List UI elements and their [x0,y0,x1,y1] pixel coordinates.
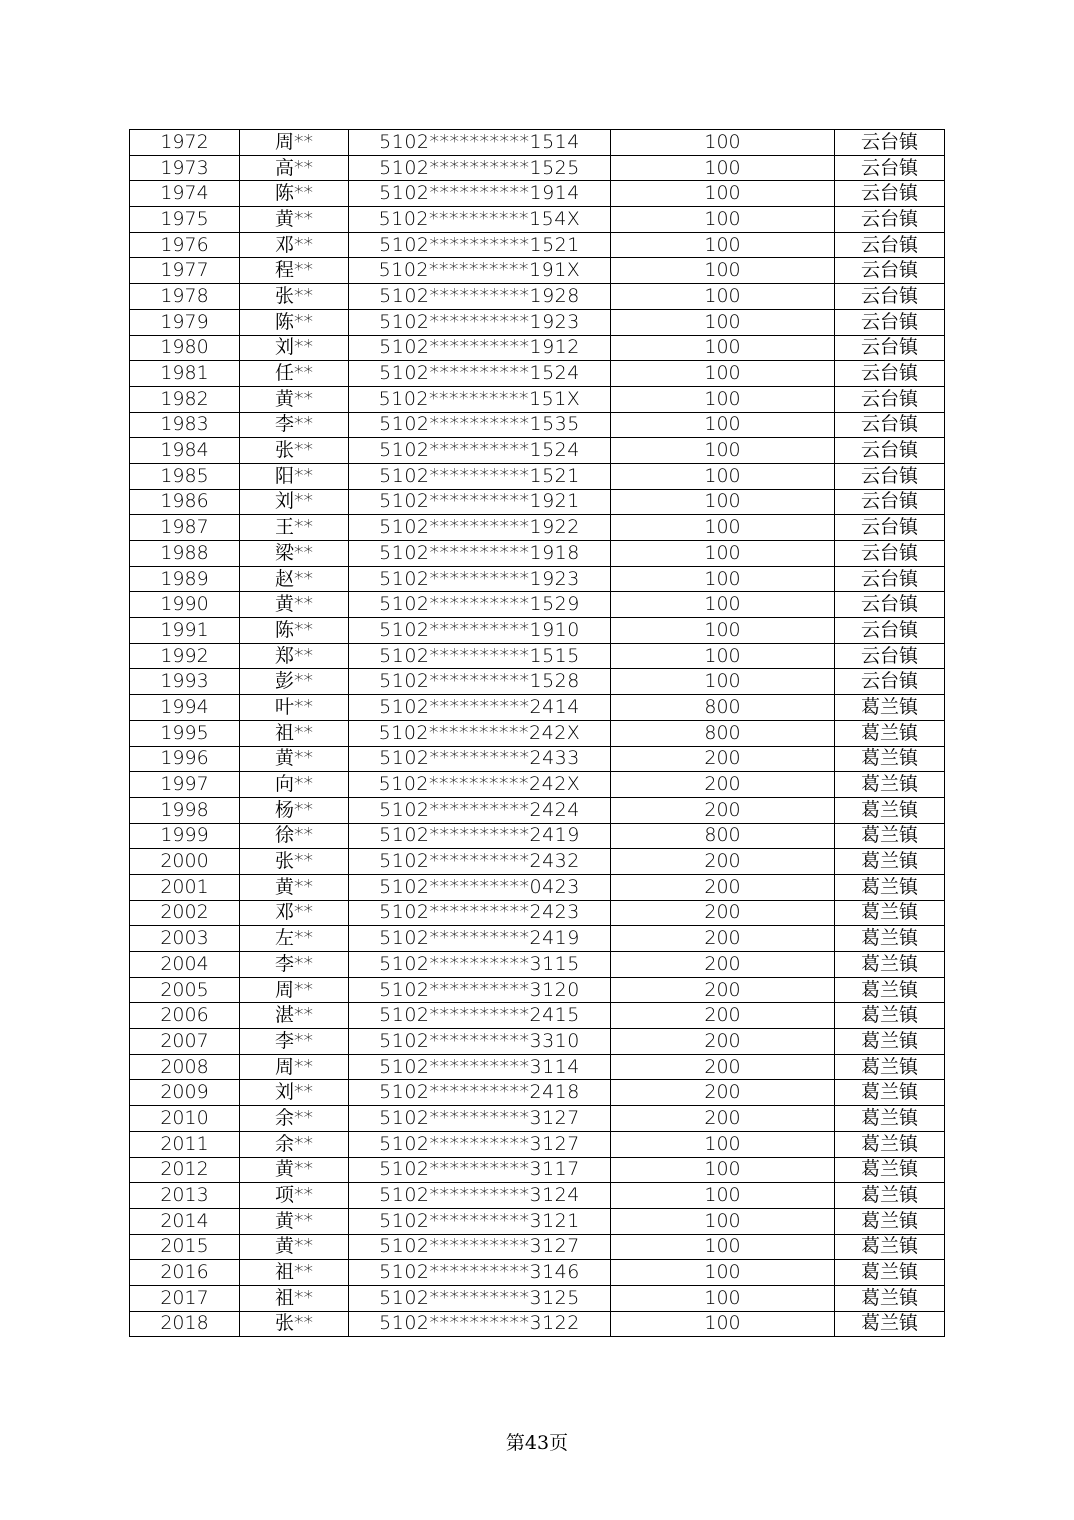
town-cell: 云台镇 [835,155,945,181]
amount-cell: 200 [611,1080,835,1106]
table-row [130,463,945,489]
town-cell: 云台镇 [835,463,945,489]
name-cell: 张** [240,849,349,875]
amount-cell: 100 [611,1131,835,1157]
row-number-cell: 2018 [130,1311,240,1337]
row-number-cell: 2000 [130,849,240,875]
table-row [130,386,945,412]
table-row [130,1234,945,1260]
amount-cell: 100 [611,232,835,258]
table-row [130,541,945,567]
name-cell: 李** [240,412,349,438]
name-cell: 刘** [240,1080,349,1106]
table-row [130,1208,945,1234]
id-number-cell: 5102**********1525 [349,155,611,181]
town-cell: 葛兰镇 [835,1260,945,1286]
id-number-cell: 5102**********2433 [349,746,611,772]
id-number-cell: 5102**********3120 [349,977,611,1003]
table-row [130,669,945,695]
amount-cell: 100 [611,1260,835,1286]
row-number-cell: 2011 [130,1131,240,1157]
town-cell: 葛兰镇 [835,1183,945,1209]
amount-cell: 200 [611,977,835,1003]
name-cell: 高** [240,155,349,181]
table-row [130,1054,945,1080]
table-row [130,952,945,978]
amount-cell: 100 [611,618,835,644]
name-cell: 向** [240,772,349,798]
amount-cell: 100 [611,1285,835,1311]
town-cell: 葛兰镇 [835,1285,945,1311]
row-number-cell: 1998 [130,797,240,823]
amount-cell: 200 [611,746,835,772]
amount-cell: 800 [611,695,835,721]
id-number-cell: 5102**********2414 [349,695,611,721]
name-cell: 余** [240,1131,349,1157]
id-number-cell: 5102**********1521 [349,463,611,489]
row-number-cell: 1973 [130,155,240,181]
id-number-cell: 5102**********1521 [349,232,611,258]
table-row [130,695,945,721]
row-number-cell: 1987 [130,515,240,541]
id-number-cell: 5102**********2432 [349,849,611,875]
row-number-cell: 2003 [130,926,240,952]
row-number-cell: 2015 [130,1234,240,1260]
name-cell: 王** [240,515,349,541]
name-cell: 张** [240,438,349,464]
row-number-cell: 2006 [130,1003,240,1029]
id-number-cell: 5102**********3115 [349,952,611,978]
amount-cell: 100 [611,361,835,387]
amount-cell: 200 [611,772,835,798]
name-cell: 周** [240,977,349,1003]
row-number-cell: 1991 [130,618,240,644]
row-number-cell: 1976 [130,232,240,258]
row-number-cell: 1996 [130,746,240,772]
row-number-cell: 2017 [130,1285,240,1311]
table-row [130,1311,945,1337]
town-cell: 云台镇 [835,643,945,669]
id-number-cell: 5102**********191X [349,258,611,284]
id-number-cell: 5102**********1912 [349,335,611,361]
id-number-cell: 5102**********2415 [349,1003,611,1029]
name-cell: 李** [240,952,349,978]
row-number-cell: 2001 [130,874,240,900]
record-table-body [130,130,945,1337]
row-number-cell: 1983 [130,412,240,438]
town-cell: 葛兰镇 [835,849,945,875]
table-row [130,926,945,952]
town-cell: 云台镇 [835,412,945,438]
town-cell: 葛兰镇 [835,1080,945,1106]
row-number-cell: 1988 [130,541,240,567]
amount-cell: 100 [611,541,835,567]
row-number-cell: 1974 [130,181,240,207]
id-number-cell: 5102**********1923 [349,309,611,335]
id-number-cell: 5102**********1918 [349,541,611,567]
table-row [130,412,945,438]
id-number-cell: 5102**********3122 [349,1311,611,1337]
amount-cell: 800 [611,720,835,746]
town-cell: 云台镇 [835,207,945,233]
row-number-cell: 2013 [130,1183,240,1209]
id-number-cell: 5102**********0423 [349,874,611,900]
id-number-cell: 5102**********1914 [349,181,611,207]
table-row [130,130,945,156]
amount-cell: 100 [611,1311,835,1337]
name-cell: 黄** [240,1208,349,1234]
id-number-cell: 5102**********3310 [349,1029,611,1055]
name-cell: 祖** [240,1285,349,1311]
town-cell: 云台镇 [835,618,945,644]
id-number-cell: 5102**********3121 [349,1208,611,1234]
row-number-cell: 2009 [130,1080,240,1106]
page-number: 第43页 [505,1432,569,1454]
row-number-cell: 2010 [130,1106,240,1132]
name-cell: 黄** [240,1234,349,1260]
table-row [130,720,945,746]
amount-cell: 100 [611,1183,835,1209]
name-cell: 李** [240,1029,349,1055]
town-cell: 葛兰镇 [835,952,945,978]
name-cell: 阳** [240,463,349,489]
table-row [130,797,945,823]
id-number-cell: 5102**********1923 [349,566,611,592]
table-row [130,438,945,464]
row-number-cell: 1989 [130,566,240,592]
row-number-cell: 1977 [130,258,240,284]
amount-cell: 200 [611,900,835,926]
id-number-cell: 5102**********3117 [349,1157,611,1183]
town-cell: 云台镇 [835,489,945,515]
table-row [130,489,945,515]
row-number-cell: 1985 [130,463,240,489]
name-cell: 彭** [240,669,349,695]
row-number-cell: 1979 [130,309,240,335]
table-row [130,232,945,258]
name-cell: 周** [240,130,349,156]
amount-cell: 200 [611,874,835,900]
amount-cell: 200 [611,849,835,875]
id-number-cell: 5102**********1910 [349,618,611,644]
table-row [130,1029,945,1055]
town-cell: 云台镇 [835,335,945,361]
town-cell: 葛兰镇 [835,1029,945,1055]
table-row [130,258,945,284]
amount-cell: 100 [611,386,835,412]
town-cell: 云台镇 [835,258,945,284]
amount-cell: 100 [611,1208,835,1234]
amount-cell: 200 [611,926,835,952]
name-cell: 左** [240,926,349,952]
table-row [130,1260,945,1286]
table-row [130,284,945,310]
town-cell: 葛兰镇 [835,1234,945,1260]
table-row [130,207,945,233]
name-cell: 祖** [240,720,349,746]
id-number-cell: 5102**********1928 [349,284,611,310]
town-cell: 葛兰镇 [835,1003,945,1029]
id-number-cell: 5102**********1922 [349,515,611,541]
table-row [130,335,945,361]
town-cell: 葛兰镇 [835,797,945,823]
table-row [130,1131,945,1157]
amount-cell: 100 [611,258,835,284]
town-cell: 云台镇 [835,592,945,618]
table-row [130,849,945,875]
name-cell: 刘** [240,335,349,361]
row-number-cell: 1997 [130,772,240,798]
table-row [130,643,945,669]
town-cell: 葛兰镇 [835,695,945,721]
town-cell: 云台镇 [835,181,945,207]
id-number-cell: 5102**********3114 [349,1054,611,1080]
id-number-cell: 5102**********3125 [349,1285,611,1311]
row-number-cell: 1982 [130,386,240,412]
amount-cell: 100 [611,515,835,541]
id-number-cell: 5102**********1515 [349,643,611,669]
town-cell: 云台镇 [835,566,945,592]
row-number-cell: 2016 [130,1260,240,1286]
id-number-cell: 5102**********1921 [349,489,611,515]
table-row [130,1080,945,1106]
table-row [130,361,945,387]
name-cell: 徐** [240,823,349,849]
amount-cell: 200 [611,952,835,978]
row-number-cell: 1984 [130,438,240,464]
row-number-cell: 2014 [130,1208,240,1234]
id-number-cell: 5102**********2419 [349,823,611,849]
amount-cell: 100 [611,412,835,438]
id-number-cell: 5102**********2419 [349,926,611,952]
table-row [130,566,945,592]
name-cell: 赵** [240,566,349,592]
town-cell: 葛兰镇 [835,900,945,926]
table-row [130,900,945,926]
id-number-cell: 5102**********242X [349,720,611,746]
town-cell: 葛兰镇 [835,772,945,798]
id-number-cell: 5102**********3124 [349,1183,611,1209]
name-cell: 黄** [240,874,349,900]
table-row [130,618,945,644]
row-number-cell: 1994 [130,695,240,721]
amount-cell: 100 [611,438,835,464]
name-cell: 杨** [240,797,349,823]
town-cell: 云台镇 [835,438,945,464]
table-row [130,309,945,335]
row-number-cell: 1992 [130,643,240,669]
table-row [130,772,945,798]
town-cell: 葛兰镇 [835,977,945,1003]
table-row [130,181,945,207]
id-number-cell: 5102**********2424 [349,797,611,823]
name-cell: 陈** [240,181,349,207]
name-cell: 项** [240,1183,349,1209]
amount-cell: 200 [611,1003,835,1029]
name-cell: 邓** [240,900,349,926]
name-cell: 程** [240,258,349,284]
amount-cell: 100 [611,130,835,156]
table-row [130,592,945,618]
row-number-cell: 1980 [130,335,240,361]
town-cell: 葛兰镇 [835,1106,945,1132]
record-table [129,129,945,1337]
id-number-cell: 5102**********1524 [349,438,611,464]
town-cell: 云台镇 [835,515,945,541]
row-number-cell: 2008 [130,1054,240,1080]
id-number-cell: 5102**********151X [349,386,611,412]
amount-cell: 100 [611,463,835,489]
town-cell: 葛兰镇 [835,1208,945,1234]
id-number-cell: 5102**********1535 [349,412,611,438]
amount-cell: 100 [611,592,835,618]
name-cell: 梁** [240,541,349,567]
town-cell: 葛兰镇 [835,1311,945,1337]
town-cell: 云台镇 [835,541,945,567]
amount-cell: 100 [611,284,835,310]
name-cell: 黄** [240,1157,349,1183]
row-number-cell: 1972 [130,130,240,156]
name-cell: 黄** [240,386,349,412]
row-number-cell: 1999 [130,823,240,849]
table-row [130,1106,945,1132]
amount-cell: 100 [611,566,835,592]
id-number-cell: 5102**********2418 [349,1080,611,1106]
name-cell: 邓** [240,232,349,258]
town-cell: 云台镇 [835,309,945,335]
row-number-cell: 1981 [130,361,240,387]
name-cell: 陈** [240,618,349,644]
town-cell: 葛兰镇 [835,823,945,849]
id-number-cell: 5102**********1514 [349,130,611,156]
town-cell: 葛兰镇 [835,1054,945,1080]
town-cell: 云台镇 [835,361,945,387]
table-row [130,977,945,1003]
table-row [130,1183,945,1209]
row-number-cell: 1975 [130,207,240,233]
name-cell: 张** [240,284,349,310]
town-cell: 云台镇 [835,386,945,412]
town-cell: 云台镇 [835,669,945,695]
row-number-cell: 2002 [130,900,240,926]
amount-cell: 100 [611,1234,835,1260]
row-number-cell: 1995 [130,720,240,746]
name-cell: 黄** [240,746,349,772]
amount-cell: 200 [611,1054,835,1080]
id-number-cell: 5102**********1524 [349,361,611,387]
amount-cell: 200 [611,797,835,823]
id-number-cell: 5102**********3146 [349,1260,611,1286]
row-number-cell: 2005 [130,977,240,1003]
amount-cell: 200 [611,1106,835,1132]
name-cell: 祖** [240,1260,349,1286]
id-number-cell: 5102**********242X [349,772,611,798]
amount-cell: 100 [611,309,835,335]
row-number-cell: 1993 [130,669,240,695]
name-cell: 叶** [240,695,349,721]
name-cell: 余** [240,1106,349,1132]
amount-cell: 100 [611,489,835,515]
amount-cell: 100 [611,669,835,695]
name-cell: 周** [240,1054,349,1080]
name-cell: 陈** [240,309,349,335]
amount-cell: 100 [611,643,835,669]
amount-cell: 100 [611,181,835,207]
amount-cell: 200 [611,1029,835,1055]
town-cell: 葛兰镇 [835,926,945,952]
name-cell: 黄** [240,207,349,233]
town-cell: 云台镇 [835,232,945,258]
town-cell: 云台镇 [835,130,945,156]
row-number-cell: 1986 [130,489,240,515]
name-cell: 张** [240,1311,349,1337]
table-row [130,1003,945,1029]
table-row [130,1285,945,1311]
table-row [130,155,945,181]
id-number-cell: 5102**********3127 [349,1106,611,1132]
name-cell: 黄** [240,592,349,618]
town-cell: 葛兰镇 [835,1157,945,1183]
table-row [130,515,945,541]
amount-cell: 800 [611,823,835,849]
table-row [130,823,945,849]
row-number-cell: 1990 [130,592,240,618]
town-cell: 葛兰镇 [835,746,945,772]
amount-cell: 100 [611,155,835,181]
amount-cell: 100 [611,1157,835,1183]
name-cell: 任** [240,361,349,387]
name-cell: 湛** [240,1003,349,1029]
amount-cell: 100 [611,207,835,233]
id-number-cell: 5102**********1528 [349,669,611,695]
town-cell: 葛兰镇 [835,720,945,746]
row-number-cell: 2007 [130,1029,240,1055]
town-cell: 云台镇 [835,284,945,310]
table-row [130,1157,945,1183]
town-cell: 葛兰镇 [835,1131,945,1157]
id-number-cell: 5102**********3127 [349,1131,611,1157]
id-number-cell: 5102**********154X [349,207,611,233]
row-number-cell: 2004 [130,952,240,978]
row-number-cell: 1978 [130,284,240,310]
amount-cell: 100 [611,335,835,361]
name-cell: 刘** [240,489,349,515]
id-number-cell: 5102**********3127 [349,1234,611,1260]
name-cell: 郑** [240,643,349,669]
id-number-cell: 5102**********2423 [349,900,611,926]
table-row [130,874,945,900]
table-row [130,746,945,772]
row-number-cell: 2012 [130,1157,240,1183]
id-number-cell: 5102**********1529 [349,592,611,618]
town-cell: 葛兰镇 [835,874,945,900]
